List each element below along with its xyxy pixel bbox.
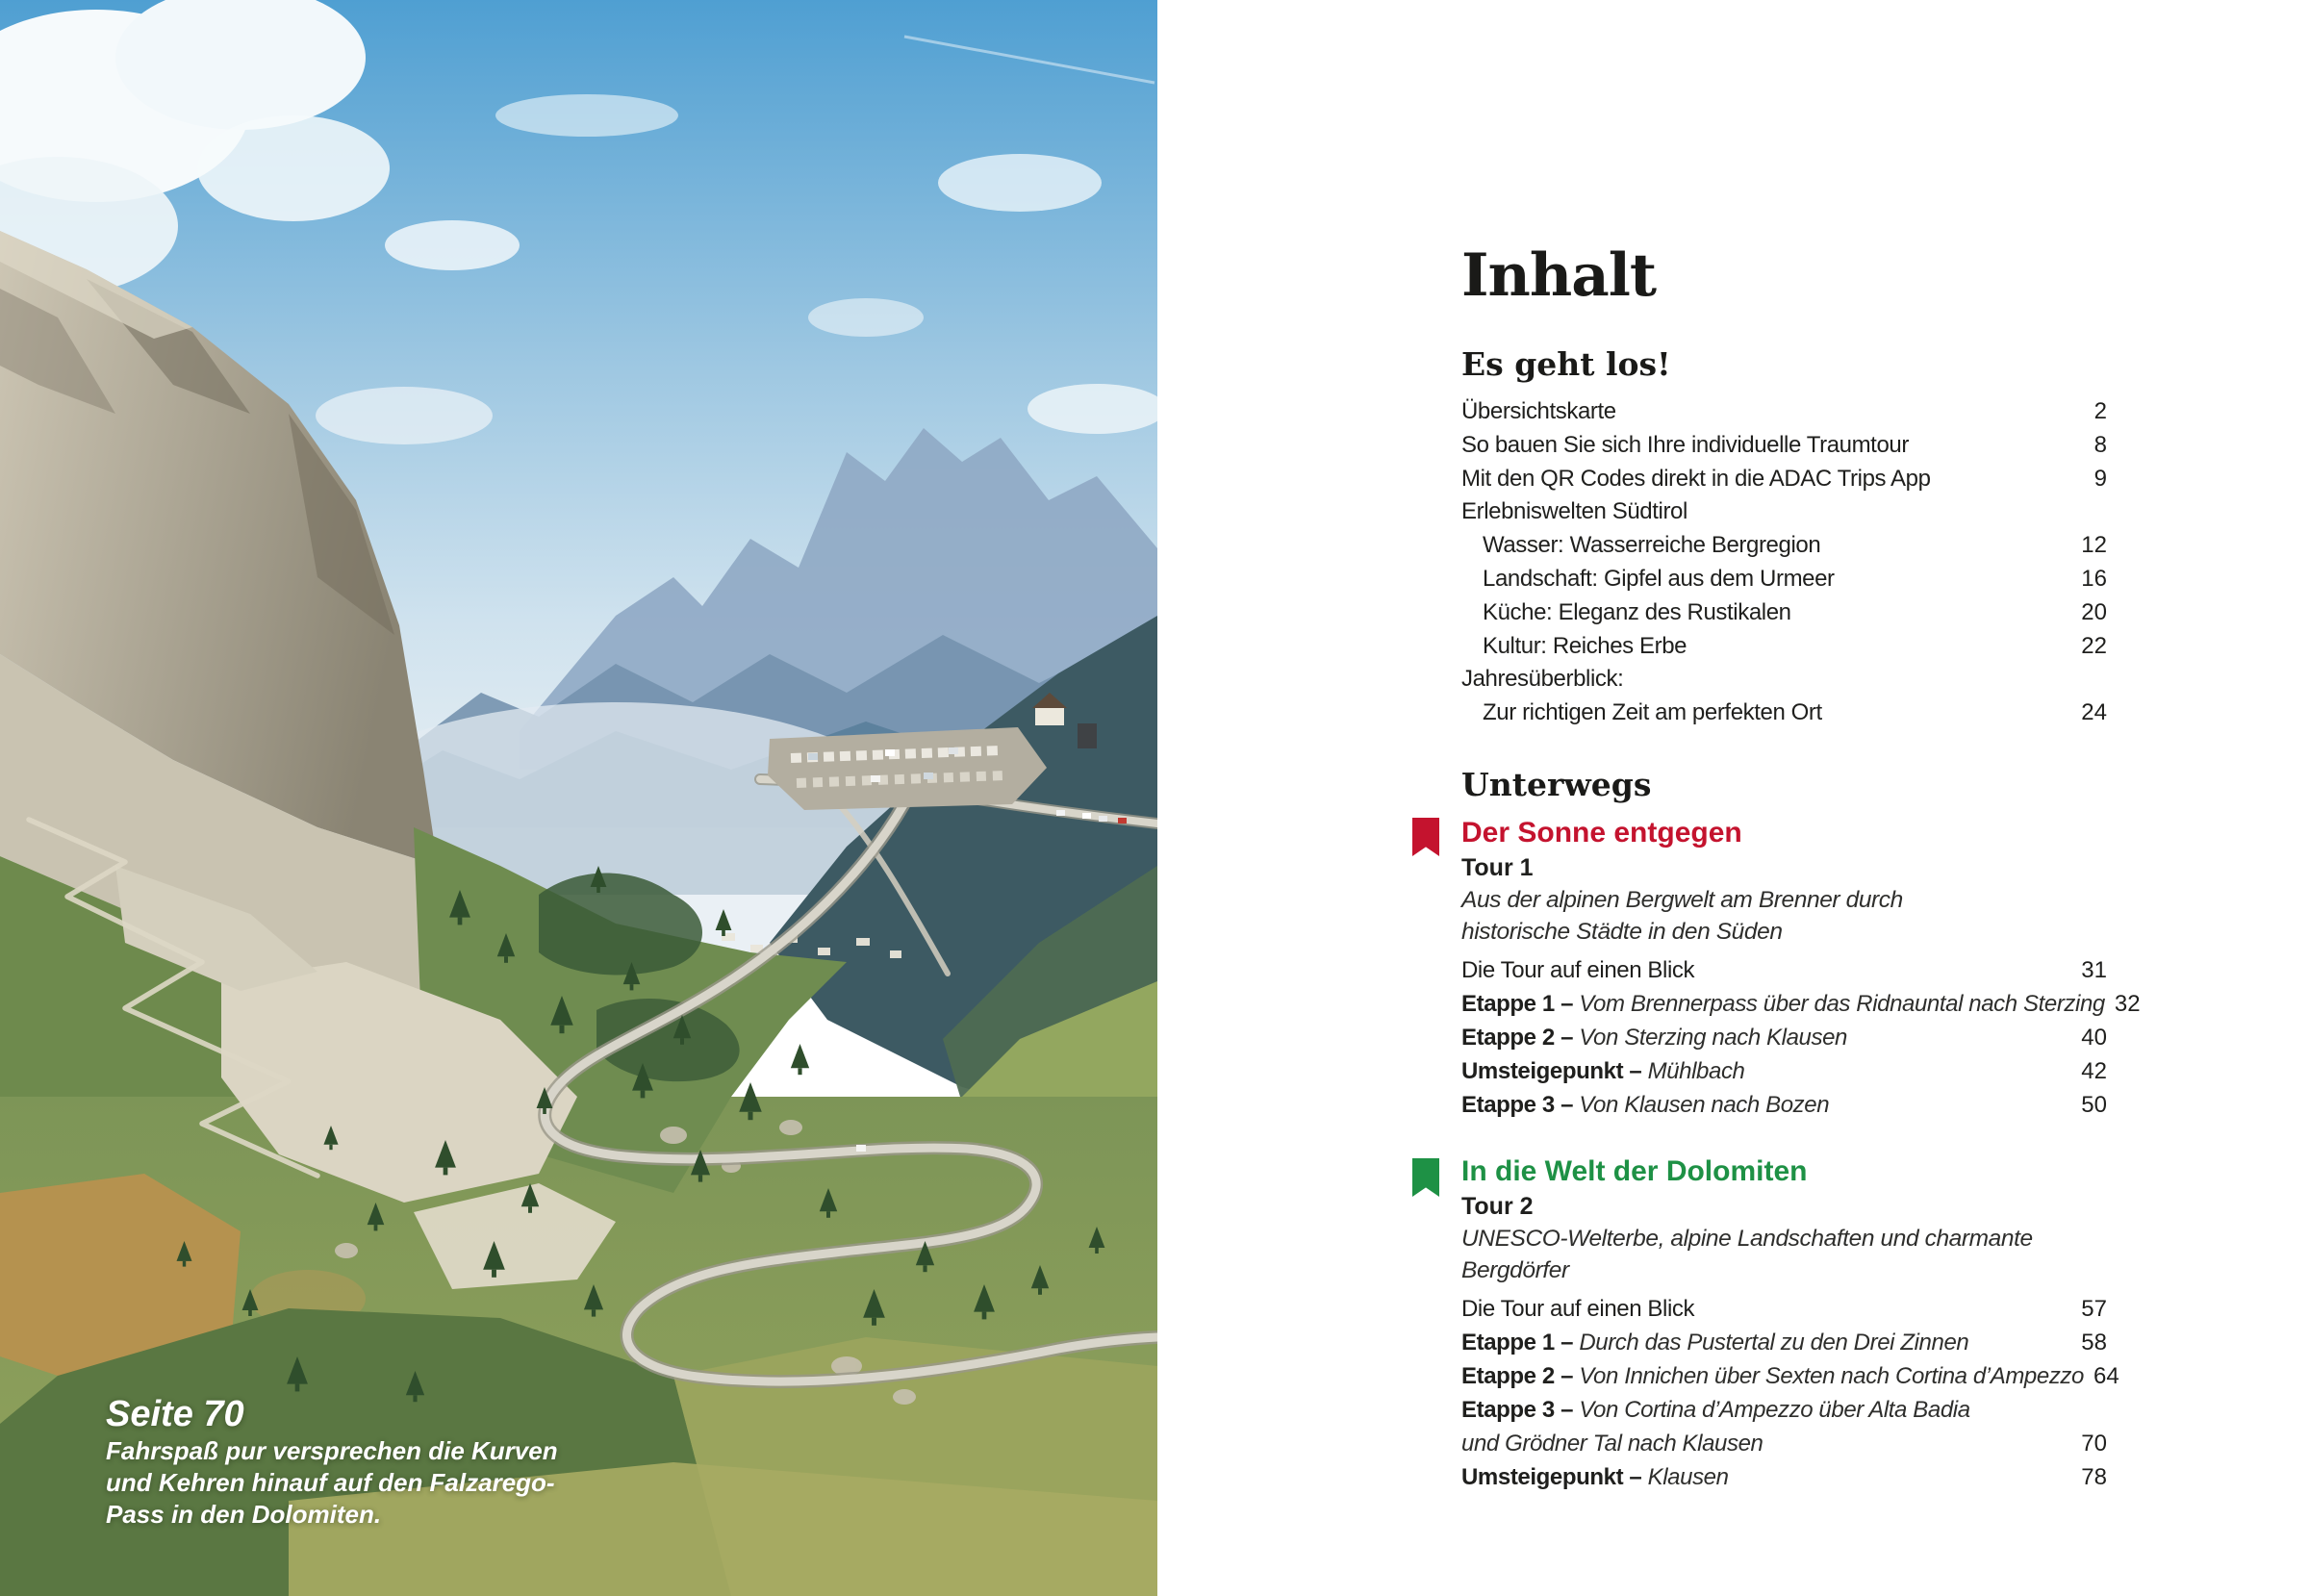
entry-label: Kultur: Reiches Erbe bbox=[1483, 632, 1687, 659]
tour-1-entry-list bbox=[1461, 953, 2141, 1122]
toc-entry bbox=[1461, 1326, 2107, 1359]
toc-entry bbox=[1461, 630, 2107, 664]
tour-2-title: In die Welt der Dolomiten bbox=[1461, 1155, 1808, 1187]
page-number: 50 bbox=[2081, 1092, 2107, 1118]
entry-label: Wasser: Wasserreiche Bergregion bbox=[1483, 532, 1821, 559]
tour-2-entry-list bbox=[1461, 1292, 2119, 1494]
entry-prefix: Etappe 3 – bbox=[1461, 1397, 1580, 1423]
toc-entry bbox=[1461, 1021, 2107, 1054]
unterwegs-heading: Unterwegs bbox=[1461, 766, 1652, 803]
intro-entry-list bbox=[1461, 395, 2107, 730]
toc-entry bbox=[1461, 1359, 2119, 1393]
entry-detail: Von Klausen nach Bozen bbox=[1579, 1092, 1830, 1118]
parking-area bbox=[768, 727, 1047, 810]
caption-text-line: Fahrspaß pur versprechen die Kurven bbox=[106, 1436, 558, 1465]
toc-entry bbox=[1461, 1292, 2107, 1326]
page-number: 58 bbox=[2081, 1330, 2107, 1355]
toc-entry bbox=[1461, 663, 2107, 697]
page-number: 57 bbox=[2081, 1296, 2107, 1322]
entry-prefix: Etappe 3 – bbox=[1461, 1092, 1580, 1118]
page-number: 31 bbox=[2081, 957, 2107, 983]
toc-entry bbox=[1461, 987, 2141, 1021]
entry-label: Zur richtigen Zeit am perfekten Ort bbox=[1483, 699, 1822, 726]
entry-detail: Klausen bbox=[1647, 1464, 1729, 1490]
page-number: 9 bbox=[2093, 465, 2107, 492]
page-number: 22 bbox=[2081, 632, 2107, 659]
intro-heading: Es geht los! bbox=[1461, 345, 1671, 383]
page-number: 32 bbox=[2114, 991, 2141, 1017]
page-number: 70 bbox=[2081, 1431, 2107, 1457]
entry-detail: Mühlbach bbox=[1647, 1058, 1745, 1084]
toc-page bbox=[1157, 0, 2309, 1596]
tour-1-title: Der Sonne entgegen bbox=[1461, 817, 1742, 849]
page-number: 64 bbox=[2093, 1363, 2119, 1389]
entry-prefix: Umsteigepunkt – bbox=[1461, 1058, 1648, 1084]
caption-text-line: Pass in den Dolomiten. bbox=[106, 1500, 382, 1529]
section-tour-2 bbox=[1461, 1153, 2119, 1494]
entry-prefix: Etappe 2 – bbox=[1461, 1363, 1580, 1389]
entry-label: Die Tour auf einen Blick bbox=[1461, 1296, 1695, 1322]
page-number: 20 bbox=[2081, 598, 2107, 625]
caption-text-line: und Kehren hinauf auf den Falzarego- bbox=[106, 1468, 555, 1497]
entry-detail: und Grödner Tal nach Klausen bbox=[1461, 1431, 1763, 1457]
entry-prefix: Etappe 1 – bbox=[1461, 1330, 1580, 1355]
caption-page-ref: Seite 70 bbox=[106, 1394, 244, 1434]
entry-detail: Von Cortina d’Ampezzo über Alta Badia bbox=[1579, 1397, 1970, 1423]
entry-label: Mit den QR Codes direkt in die ADAC Trips App bbox=[1461, 465, 1931, 492]
tour-1-description-line: historische Städte in den Süden bbox=[1461, 919, 1783, 945]
toc-entry bbox=[1461, 1393, 2107, 1427]
page-number: 42 bbox=[2081, 1058, 2107, 1084]
toc-entry bbox=[1461, 429, 2107, 463]
bookmark-icon bbox=[1412, 1158, 1439, 1197]
section-es-geht-los bbox=[1461, 345, 2107, 730]
toc-entry bbox=[1461, 395, 2107, 429]
toc-entry bbox=[1461, 1460, 2107, 1494]
entry-prefix: Umsteigepunkt – bbox=[1461, 1464, 1648, 1490]
toc-entry bbox=[1461, 1054, 2107, 1088]
entry-prefix: Etappe 2 – bbox=[1461, 1025, 1580, 1051]
page-number: 24 bbox=[2081, 699, 2107, 726]
toc-entry bbox=[1461, 495, 2107, 529]
entry-prefix: Etappe 1 – bbox=[1461, 991, 1580, 1017]
entry-label: Landschaft: Gipfel aus dem Urmeer bbox=[1483, 565, 1835, 592]
cable-station bbox=[1078, 723, 1097, 748]
toc-entry bbox=[1461, 1427, 2107, 1460]
tour-2-label: Tour 2 bbox=[1461, 1193, 1534, 1220]
bookmark-icon bbox=[1412, 818, 1439, 856]
tour-1-label: Tour 1 bbox=[1461, 854, 1534, 881]
entry-label: Erlebniswelten Südtirol bbox=[1461, 498, 1687, 525]
page-number: 8 bbox=[2093, 431, 2107, 458]
entry-detail: Vom Brennerpass über das Ridnauntal nach Sterzing bbox=[1579, 991, 2105, 1017]
toc-entry bbox=[1461, 1088, 2107, 1122]
toc-entry bbox=[1461, 953, 2107, 987]
toc-entry bbox=[1461, 596, 2107, 630]
entry-label: So bauen Sie sich Ihre individuelle Traumtour bbox=[1461, 431, 1909, 458]
section-tour-1 bbox=[1461, 815, 2141, 1122]
page-number: 12 bbox=[2081, 532, 2107, 559]
page-number: 16 bbox=[2081, 565, 2107, 592]
page-number: 78 bbox=[2081, 1464, 2107, 1490]
entry-detail: Durch das Pustertal zu den Drei Zinnen bbox=[1579, 1330, 1969, 1355]
photo-caption bbox=[106, 1393, 558, 1531]
toc-entry bbox=[1461, 563, 2107, 596]
entry-label: Übersichtskarte bbox=[1461, 398, 1616, 424]
entry-label: Jahresüberblick: bbox=[1461, 666, 1624, 693]
entry-detail: Von Sterzing nach Klausen bbox=[1579, 1025, 1847, 1051]
entry-label: Die Tour auf einen Blick bbox=[1461, 957, 1695, 983]
page-title: Inhalt bbox=[1461, 241, 1657, 310]
page-number: 40 bbox=[2081, 1025, 2107, 1051]
toc-entry bbox=[1461, 697, 2107, 730]
tour-2-description-line: UNESCO-Welterbe, alpine Landschaften und charmante Bergdörfer bbox=[1461, 1226, 2033, 1283]
tour-1-description-line: Aus der alpinen Bergwelt am Brenner durch bbox=[1461, 887, 1903, 913]
entry-label: Küche: Eleganz des Rustikalen bbox=[1483, 598, 1791, 625]
page-number: 2 bbox=[2093, 398, 2107, 424]
toc-entry bbox=[1461, 463, 2107, 496]
entry-detail: Von Innichen über Sexten nach Cortina d’Ampezzo bbox=[1579, 1363, 2084, 1389]
toc-entry bbox=[1461, 529, 2107, 563]
